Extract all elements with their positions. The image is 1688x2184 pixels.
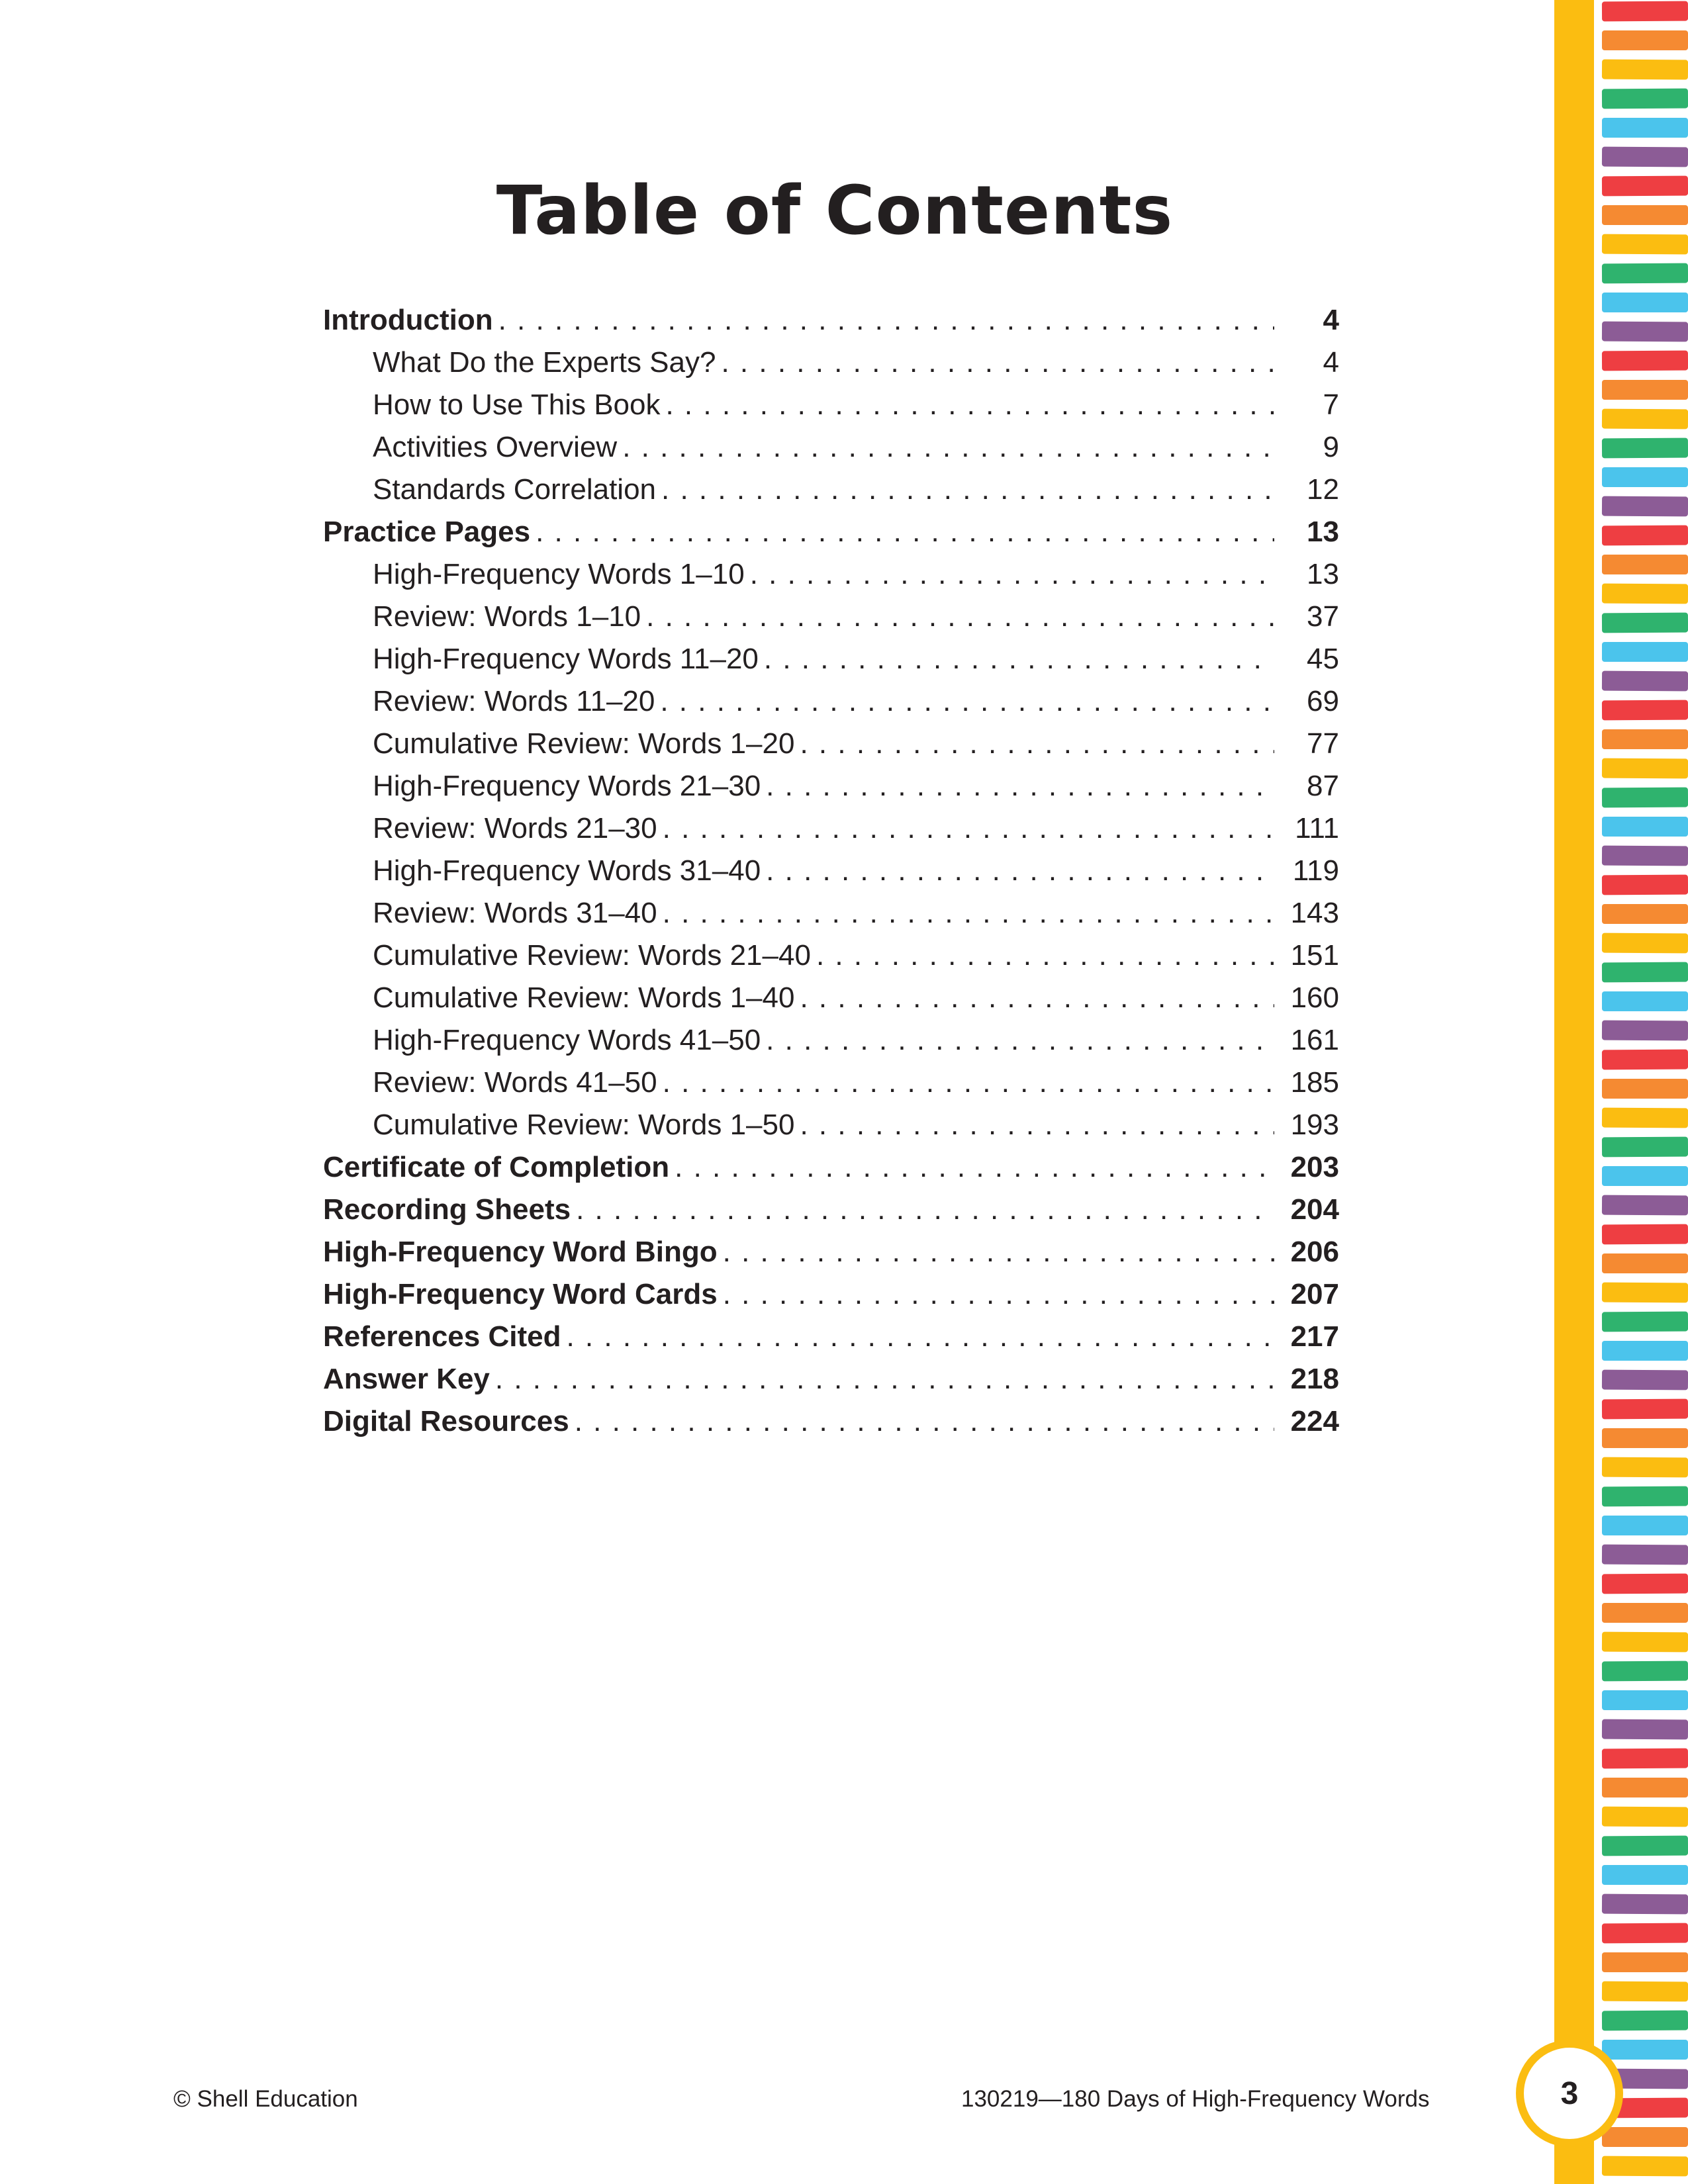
rainbow-stripe: [1602, 1865, 1688, 1885]
rainbow-stripe: [1602, 1836, 1688, 1856]
rainbow-stripe: [1602, 1166, 1688, 1186]
toc-entry: [323, 1400, 1339, 1443]
toc-entry-page: 161: [1290, 1024, 1339, 1056]
toc-entry-page: 69: [1307, 685, 1339, 717]
toc-entry-title: Digital Resources: [323, 1405, 569, 1437]
toc-entry-page: 204: [1290, 1193, 1339, 1226]
rainbow-stripe: [1602, 1428, 1688, 1448]
rainbow-stripe: [1602, 1894, 1688, 1915]
toc-entry-title: Review: Words 21–30: [373, 812, 657, 844]
dot-leader: [800, 977, 1274, 1019]
rainbow-stripes-border: [1602, 0, 1688, 2184]
rainbow-stripe: [1602, 409, 1688, 430]
rainbow-stripe: [1602, 1195, 1688, 1216]
toc-entry-page: 217: [1290, 1320, 1339, 1353]
dot-leader: [566, 1316, 1274, 1358]
toc-entry: [323, 469, 1339, 511]
toc-entry: [323, 1146, 1339, 1189]
toc-entry-title: High-Frequency Words 41–50: [373, 1024, 761, 1056]
toc-entry-page: 160: [1290, 981, 1339, 1014]
rainbow-stripe: [1602, 1457, 1688, 1478]
dot-leader: [498, 299, 1274, 341]
rainbow-stripe: [1602, 1341, 1688, 1361]
rainbow-stripe: [1602, 1079, 1688, 1099]
rainbow-stripe: [1602, 1253, 1688, 1273]
dot-leader: [766, 1019, 1274, 1062]
toc-entry: [323, 1062, 1339, 1104]
rainbow-stripe: [1602, 758, 1688, 779]
rainbow-stripe: [1602, 1690, 1688, 1710]
toc-entry: [323, 1358, 1339, 1400]
rainbow-stripe: [1602, 30, 1688, 50]
toc-entry: [323, 384, 1339, 426]
rainbow-stripe: [1602, 1312, 1688, 1332]
dot-leader: [663, 892, 1274, 934]
toc-entry-page: 143: [1290, 897, 1339, 929]
rainbow-stripe: [1602, 176, 1688, 197]
dot-leader: [495, 1358, 1274, 1400]
toc-entry: [323, 1231, 1339, 1273]
dot-leader: [723, 1231, 1274, 1273]
toc-entry-title: High-Frequency Word Bingo: [323, 1236, 718, 1268]
toc-entry: [323, 638, 1339, 680]
rainbow-stripe: [1602, 584, 1688, 604]
rainbow-stripe: [1602, 1661, 1688, 1682]
toc-entry-title: Review: Words 11–20: [373, 685, 655, 717]
toc-entry-page: 77: [1307, 727, 1339, 760]
toc-entry-title: Answer Key: [323, 1363, 490, 1395]
rainbow-stripe: [1602, 729, 1688, 749]
yellow-border-stripe: [1554, 0, 1594, 2184]
toc-entry: [323, 977, 1339, 1019]
rainbow-stripe: [1602, 1952, 1688, 1972]
dot-leader: [665, 384, 1274, 426]
toc-entry: [323, 1104, 1339, 1146]
dot-leader: [721, 341, 1274, 384]
rainbow-stripe: [1602, 467, 1688, 487]
rainbow-stripe: [1602, 1749, 1688, 1769]
rainbow-stripe: [1602, 147, 1688, 167]
rainbow-stripe: [1602, 1632, 1688, 1653]
toc-entry-page: 7: [1323, 388, 1339, 421]
toc-entry-page: 13: [1307, 516, 1339, 548]
rainbow-stripe: [1602, 1807, 1688, 1827]
rainbow-stripe: [1602, 962, 1688, 983]
toc-entry-title: Review: Words 41–50: [373, 1066, 657, 1099]
dot-leader: [816, 934, 1274, 977]
toc-entry: [323, 934, 1339, 977]
rainbow-stripe: [1602, 1021, 1688, 1041]
dot-leader: [663, 1062, 1274, 1104]
rainbow-stripe: [1602, 525, 1688, 546]
rainbow-stripe: [1602, 1, 1688, 22]
dot-leader: [622, 426, 1274, 469]
toc-entry: [323, 1189, 1339, 1231]
dot-leader: [536, 511, 1274, 553]
toc-entry: [323, 680, 1339, 723]
toc-entry: [323, 765, 1339, 807]
rainbow-stripe: [1602, 1108, 1688, 1128]
rainbow-stripe: [1602, 1923, 1688, 1944]
toc-entry-title: High-Frequency Words 11–20: [373, 643, 759, 675]
rainbow-stripe: [1602, 1778, 1688, 1797]
rainbow-stripe: [1602, 991, 1688, 1011]
toc-entry-title: Cumulative Review: Words 1–40: [373, 981, 795, 1014]
toc-entry-title: Cumulative Review: Words 21–40: [373, 939, 811, 972]
rainbow-stripe: [1602, 322, 1688, 342]
dot-leader: [646, 596, 1274, 638]
toc-entry-page: 207: [1290, 1278, 1339, 1310]
rainbow-stripe: [1602, 118, 1688, 138]
toc-entry-title: Recording Sheets: [323, 1193, 571, 1226]
rainbow-stripe: [1602, 1486, 1688, 1507]
rainbow-stripe: [1602, 1516, 1688, 1535]
rainbow-stripe: [1602, 1137, 1688, 1158]
rainbow-stripe: [1602, 438, 1688, 459]
dot-leader: [660, 680, 1274, 723]
toc-entry-title: Practice Pages: [323, 516, 531, 548]
rainbow-stripe: [1602, 1574, 1688, 1594]
rainbow-stripe: [1602, 1981, 1688, 2002]
rainbow-stripe: [1602, 351, 1688, 371]
toc-entry-title: Standards Correlation: [373, 473, 657, 506]
toc-entry-title: Review: Words 31–40: [373, 897, 657, 929]
rainbow-stripe: [1602, 642, 1688, 662]
rainbow-stripe: [1602, 846, 1688, 866]
table-of-contents: [323, 299, 1339, 1443]
toc-entry-page: 4: [1323, 304, 1339, 336]
rainbow-stripe: [1602, 2011, 1688, 2031]
dot-leader: [723, 1273, 1274, 1316]
footer-book-title: 130219—180 Days of High-Frequency Words: [961, 2086, 1430, 2112]
rainbow-stripe: [1602, 671, 1688, 692]
dot-leader: [675, 1146, 1274, 1189]
toc-entry-title: Activities Overview: [373, 431, 618, 463]
dot-leader: [800, 723, 1274, 765]
toc-entry-page: 12: [1307, 473, 1339, 506]
toc-entry-page: 111: [1295, 812, 1339, 844]
toc-entry-title: High-Frequency Words 1–10: [373, 558, 745, 590]
rainbow-stripe: [1602, 1283, 1688, 1303]
dot-leader: [800, 1104, 1274, 1146]
dot-leader: [766, 850, 1274, 892]
rainbow-stripe: [1602, 817, 1688, 837]
dot-leader: [575, 1400, 1274, 1443]
toc-entry-page: 224: [1290, 1405, 1339, 1437]
toc-entry-title: What Do the Experts Say?: [373, 346, 716, 379]
toc-entry: [323, 1316, 1339, 1358]
rainbow-stripe: [1602, 933, 1688, 954]
toc-entry: [323, 892, 1339, 934]
rainbow-stripe: [1602, 234, 1688, 255]
dot-leader: [766, 765, 1274, 807]
toc-entry-title: High-Frequency Words 31–40: [373, 854, 761, 887]
rainbow-stripe: [1602, 293, 1688, 312]
rainbow-stripe: [1602, 555, 1688, 574]
dot-leader: [576, 1189, 1274, 1231]
rainbow-stripe: [1602, 1224, 1688, 1245]
rainbow-stripe: [1602, 496, 1688, 517]
toc-entry-page: 119: [1292, 854, 1339, 887]
rainbow-stripe: [1602, 1719, 1688, 1740]
toc-entry-page: 4: [1323, 346, 1339, 379]
toc-entry-title: Cumulative Review: Words 1–20: [373, 727, 795, 760]
toc-entry-page: 9: [1323, 431, 1339, 463]
toc-entry-page: 193: [1290, 1109, 1339, 1141]
toc-entry-page: 45: [1307, 643, 1339, 675]
rainbow-stripe: [1602, 700, 1688, 721]
rainbow-stripe: [1602, 1370, 1688, 1390]
toc-entry: [323, 299, 1339, 341]
toc-entry-page: 203: [1290, 1151, 1339, 1183]
rainbow-stripe: [1602, 2040, 1688, 2060]
dot-leader: [663, 807, 1274, 850]
toc-entry: [323, 723, 1339, 765]
toc-entry-title: How to Use This Book: [373, 388, 661, 421]
toc-entry: [323, 341, 1339, 384]
toc-entry-page: 13: [1307, 558, 1339, 590]
toc-entry: [323, 1019, 1339, 1062]
dot-leader: [764, 638, 1274, 680]
toc-entry: [323, 850, 1339, 892]
rainbow-stripe: [1602, 2127, 1688, 2147]
toc-entry-title: High-Frequency Words 21–30: [373, 770, 761, 802]
footer-copyright: © Shell Education: [173, 2086, 358, 2112]
rainbow-stripe: [1602, 1603, 1688, 1623]
toc-entry-page: 218: [1290, 1363, 1339, 1395]
rainbow-stripe: [1602, 1545, 1688, 1565]
rainbow-stripe: [1602, 205, 1688, 225]
toc-entry: [323, 426, 1339, 469]
page-number-badge: 3: [1516, 2040, 1623, 2147]
toc-entry-title: References Cited: [323, 1320, 561, 1353]
toc-entry: [323, 807, 1339, 850]
rainbow-stripe: [1602, 904, 1688, 924]
toc-entry-title: Certificate of Completion: [323, 1151, 670, 1183]
toc-entry-page: 151: [1290, 939, 1339, 972]
toc-entry-title: Cumulative Review: Words 1–50: [373, 1109, 795, 1141]
rainbow-stripe: [1602, 263, 1688, 284]
toc-entry-page: 185: [1290, 1066, 1339, 1099]
toc-entry-title: Review: Words 1–10: [373, 600, 641, 633]
toc-entry-page: 87: [1307, 770, 1339, 802]
rainbow-stripe: [1602, 875, 1688, 895]
page-title: Table of Contents: [496, 171, 1174, 250]
toc-entry: [323, 596, 1339, 638]
toc-entry: [323, 1273, 1339, 1316]
toc-entry-title: High-Frequency Word Cards: [323, 1278, 718, 1310]
toc-entry-title: Introduction: [323, 304, 493, 336]
rainbow-stripe: [1602, 788, 1688, 808]
toc-entry: [323, 511, 1339, 553]
rainbow-stripe: [1602, 2156, 1688, 2177]
toc-entry-page: 37: [1307, 600, 1339, 633]
dot-leader: [661, 469, 1274, 511]
rainbow-stripe: [1602, 613, 1688, 633]
rainbow-stripe: [1602, 1050, 1688, 1070]
dot-leader: [750, 553, 1274, 596]
rainbow-stripe: [1602, 60, 1688, 80]
toc-entry: [323, 553, 1339, 596]
toc-entry-page: 206: [1290, 1236, 1339, 1268]
rainbow-stripe: [1602, 380, 1688, 400]
rainbow-stripe: [1602, 1399, 1688, 1420]
rainbow-stripe: [1602, 89, 1688, 109]
